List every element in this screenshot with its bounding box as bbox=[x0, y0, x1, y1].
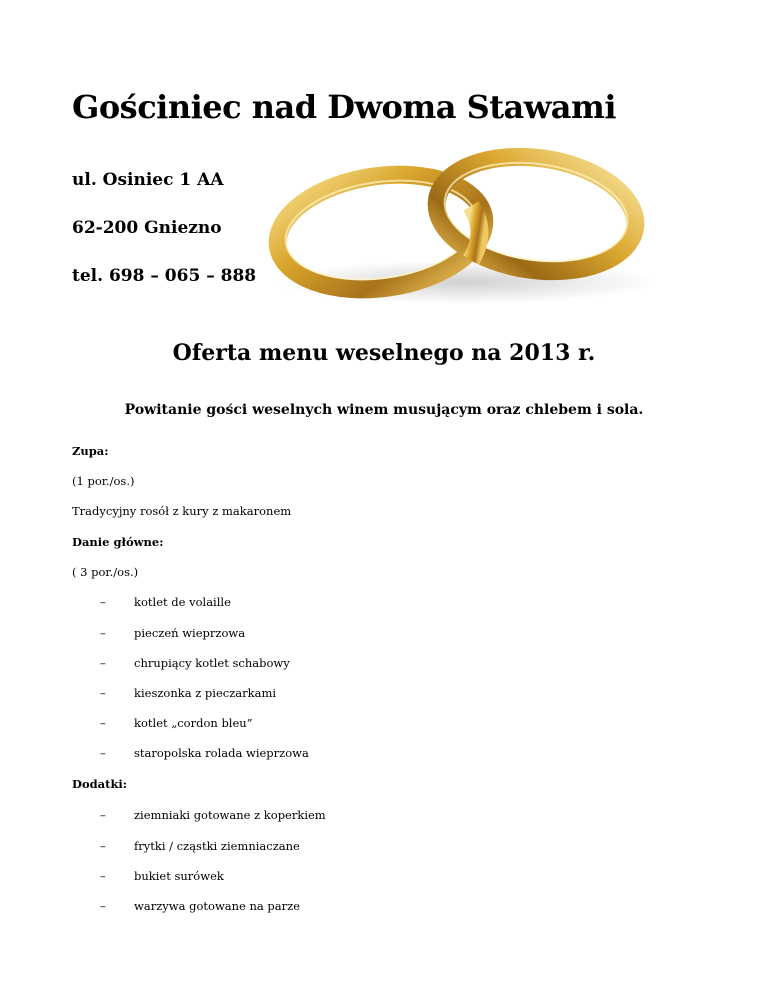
soup-heading: Zupa: bbox=[72, 444, 109, 458]
list-item-label: frytki / cząstki ziemniaczane bbox=[134, 839, 300, 853]
address-phone: tel. 698 – 065 – 888 bbox=[72, 266, 257, 286]
dash-bullet: – bbox=[100, 626, 106, 640]
list-item-label: warzywa gotowane na parze bbox=[134, 899, 301, 913]
venue-title: Gościniec nad Dwoma Stawami bbox=[72, 88, 617, 126]
list-item-label: bukiet surówek bbox=[134, 869, 224, 883]
list-item bbox=[100, 746, 309, 760]
offer-title: Oferta menu weselnego na 2013 r. bbox=[172, 340, 596, 366]
dash-bullet: – bbox=[100, 656, 106, 670]
list-item-label: kotlet „cordon bleu” bbox=[134, 716, 253, 730]
list-item bbox=[100, 626, 245, 640]
dash-bullet: – bbox=[100, 595, 106, 609]
list-item bbox=[100, 869, 224, 883]
address-street: ul. Osiniec 1 AA bbox=[72, 170, 224, 190]
dash-bullet: – bbox=[100, 899, 106, 913]
dash-bullet: – bbox=[100, 746, 106, 760]
dash-bullet: – bbox=[100, 839, 106, 853]
list-item bbox=[100, 686, 276, 700]
dash-bullet: – bbox=[100, 686, 106, 700]
list-item-label: pieczeń wieprzowa bbox=[134, 626, 246, 640]
welcome-text: Powitanie gości weselnych winem musującym oraz chlebem i sola. bbox=[124, 402, 644, 418]
wedding-rings-icon bbox=[266, 142, 664, 308]
dash-bullet: – bbox=[100, 869, 106, 883]
list-item bbox=[100, 656, 290, 670]
list-item bbox=[100, 899, 300, 913]
list-item bbox=[100, 839, 300, 853]
list-item bbox=[100, 595, 231, 609]
sides-heading: Dodatki: bbox=[72, 777, 128, 791]
address-city: 62-200 Gniezno bbox=[72, 218, 222, 238]
dash-bullet: – bbox=[100, 808, 106, 822]
soup-portion: (1 por./os.) bbox=[72, 474, 135, 488]
list-item-label: chrupiący kotlet schabowy bbox=[134, 656, 290, 670]
list-item-label: ziemniaki gotowane z koperkiem bbox=[134, 808, 326, 822]
list-item bbox=[100, 716, 253, 730]
list-item-label: kotlet de volaille bbox=[134, 595, 231, 609]
list-item-label: staropolska rolada wieprzowa bbox=[134, 746, 309, 760]
dash-bullet: – bbox=[100, 716, 106, 730]
soup-item: Tradycyjny rosół z kury z makaronem bbox=[72, 504, 292, 518]
main-course-heading: Danie główne: bbox=[72, 535, 164, 549]
main-course-portion: ( 3 por./os.) bbox=[72, 565, 139, 579]
list-item-label: kieszonka z pieczarkami bbox=[134, 686, 277, 700]
list-item bbox=[100, 808, 326, 822]
